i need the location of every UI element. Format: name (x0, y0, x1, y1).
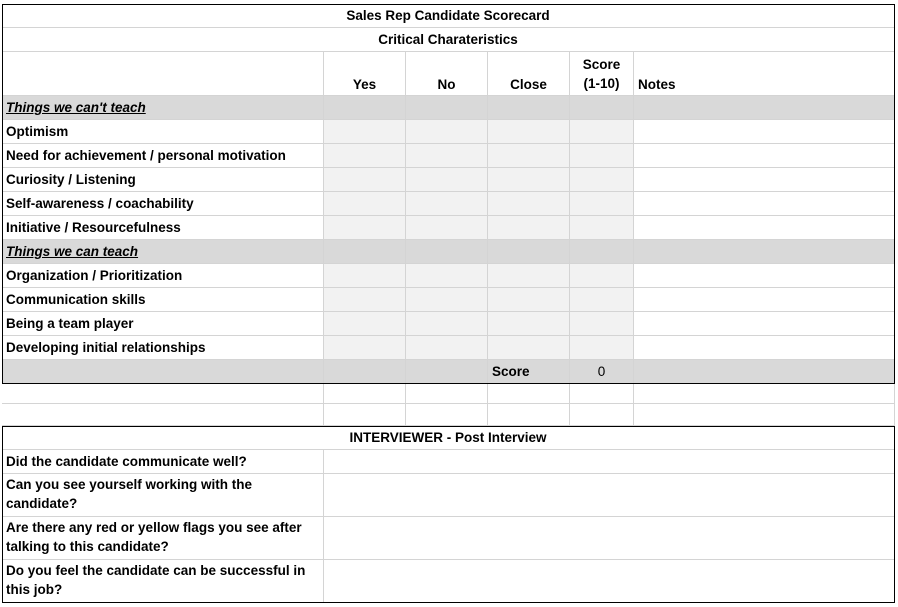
notes-cell[interactable] (634, 312, 895, 336)
yes-cell[interactable] (324, 264, 406, 288)
column-header-no[interactable]: No (406, 52, 488, 96)
close-cell[interactable] (488, 168, 570, 192)
notes-cell[interactable] (634, 264, 895, 288)
notes-cell[interactable] (634, 120, 895, 144)
score-cell[interactable] (570, 192, 634, 216)
close-cell[interactable] (488, 336, 570, 360)
total-fill-cell[interactable] (406, 360, 488, 384)
no-cell[interactable] (406, 264, 488, 288)
interview-question[interactable]: Are there any red or yellow flags you see after talking to this candidate? (2, 517, 324, 560)
score-cell[interactable] (570, 312, 634, 336)
section-fill-cell[interactable] (406, 240, 488, 264)
trait-label[interactable]: Initiative / Resourcefulness (2, 216, 324, 240)
column-header-close[interactable]: Close (488, 52, 570, 96)
score-cell[interactable] (570, 336, 634, 360)
empty-cell[interactable] (488, 384, 570, 404)
yes-cell[interactable] (324, 336, 406, 360)
close-cell[interactable] (488, 264, 570, 288)
empty-cell[interactable] (324, 384, 406, 404)
trait-label[interactable]: Developing initial relationships (2, 336, 324, 360)
section-fill-cell[interactable] (634, 240, 895, 264)
total-fill-cell[interactable] (2, 360, 324, 384)
interview-question[interactable]: Do you feel the candidate can be successful in this job? (2, 560, 324, 603)
score-cell[interactable] (570, 144, 634, 168)
section-fill-cell[interactable] (488, 96, 570, 120)
section-fill-cell[interactable] (570, 96, 634, 120)
section-fill-cell[interactable] (324, 240, 406, 264)
yes-cell[interactable] (324, 312, 406, 336)
close-cell[interactable] (488, 144, 570, 168)
trait-label[interactable]: Communication skills (2, 288, 324, 312)
total-fill-cell[interactable] (634, 360, 895, 384)
column-header-notes[interactable]: Notes (634, 52, 895, 96)
interview-answer-cell[interactable] (324, 474, 895, 517)
notes-cell[interactable] (634, 216, 895, 240)
section-fill-cell[interactable] (406, 96, 488, 120)
total-fill-cell[interactable] (324, 360, 406, 384)
interviewer-title[interactable]: INTERVIEWER - Post Interview (2, 426, 895, 450)
interview-question[interactable]: Did the candidate communicate well? (2, 450, 324, 474)
notes-cell[interactable] (634, 336, 895, 360)
column-header-score[interactable] (570, 52, 634, 96)
no-cell[interactable] (406, 312, 488, 336)
empty-cell[interactable] (634, 384, 895, 404)
no-cell[interactable] (406, 216, 488, 240)
column-header-score-line1: Score (582, 57, 621, 72)
trait-label[interactable]: Organization / Prioritization (2, 264, 324, 288)
close-cell[interactable] (488, 288, 570, 312)
no-cell[interactable] (406, 120, 488, 144)
interview-question[interactable]: Can you see yourself working with the candidate? (2, 474, 324, 517)
scorecard-title[interactable]: Sales Rep Candidate Scorecard (2, 4, 895, 28)
trait-label[interactable]: Curiosity / Listening (2, 168, 324, 192)
trait-label[interactable]: Need for achievement / personal motivation (2, 144, 324, 168)
close-cell[interactable] (488, 120, 570, 144)
close-cell[interactable] (488, 312, 570, 336)
no-cell[interactable] (406, 288, 488, 312)
empty-cell[interactable] (324, 404, 406, 426)
yes-cell[interactable] (324, 192, 406, 216)
interview-answer-cell[interactable] (324, 560, 895, 603)
no-cell[interactable] (406, 336, 488, 360)
trait-label[interactable]: Being a team player (2, 312, 324, 336)
column-header-yes[interactable]: Yes (324, 52, 406, 96)
total-score-label[interactable]: Score (488, 360, 570, 384)
no-cell[interactable] (406, 168, 488, 192)
section-heading-cant-teach[interactable]: Things we can't teach (2, 96, 324, 120)
score-cell[interactable] (570, 168, 634, 192)
no-cell[interactable] (406, 144, 488, 168)
notes-cell[interactable] (634, 144, 895, 168)
yes-cell[interactable] (324, 144, 406, 168)
section-fill-cell[interactable] (324, 96, 406, 120)
notes-cell[interactable] (634, 168, 895, 192)
yes-cell[interactable] (324, 120, 406, 144)
score-cell[interactable] (570, 120, 634, 144)
trait-label[interactable]: Optimism (2, 120, 324, 144)
score-cell[interactable] (570, 288, 634, 312)
no-cell[interactable] (406, 192, 488, 216)
interview-answer-cell[interactable] (324, 450, 895, 474)
empty-cell[interactable] (2, 384, 324, 404)
empty-cell[interactable] (406, 384, 488, 404)
trait-label[interactable]: Self-awareness / coachability (2, 192, 324, 216)
empty-cell[interactable] (406, 404, 488, 426)
interview-answer-cell[interactable] (324, 517, 895, 560)
yes-cell[interactable] (324, 288, 406, 312)
empty-cell[interactable] (570, 404, 634, 426)
score-cell[interactable] (570, 264, 634, 288)
header-blank-cell[interactable] (2, 52, 324, 96)
notes-cell[interactable] (634, 192, 895, 216)
scorecard-subtitle[interactable]: Critical Charateristics (2, 28, 895, 52)
section-fill-cell[interactable] (634, 96, 895, 120)
notes-cell[interactable] (634, 288, 895, 312)
total-score-value[interactable]: 0 (570, 360, 634, 384)
yes-cell[interactable] (324, 168, 406, 192)
column-header-score-line2: (1-10) (583, 76, 620, 91)
empty-cell[interactable] (570, 384, 634, 404)
empty-cell[interactable] (488, 404, 570, 426)
section-fill-cell[interactable] (488, 240, 570, 264)
score-cell[interactable] (570, 216, 634, 240)
section-heading-can-teach[interactable]: Things we can teach (2, 240, 324, 264)
section-fill-cell[interactable] (570, 240, 634, 264)
close-cell[interactable] (488, 216, 570, 240)
close-cell[interactable] (488, 192, 570, 216)
yes-cell[interactable] (324, 216, 406, 240)
empty-cell[interactable] (634, 404, 895, 426)
empty-cell[interactable] (2, 404, 324, 426)
